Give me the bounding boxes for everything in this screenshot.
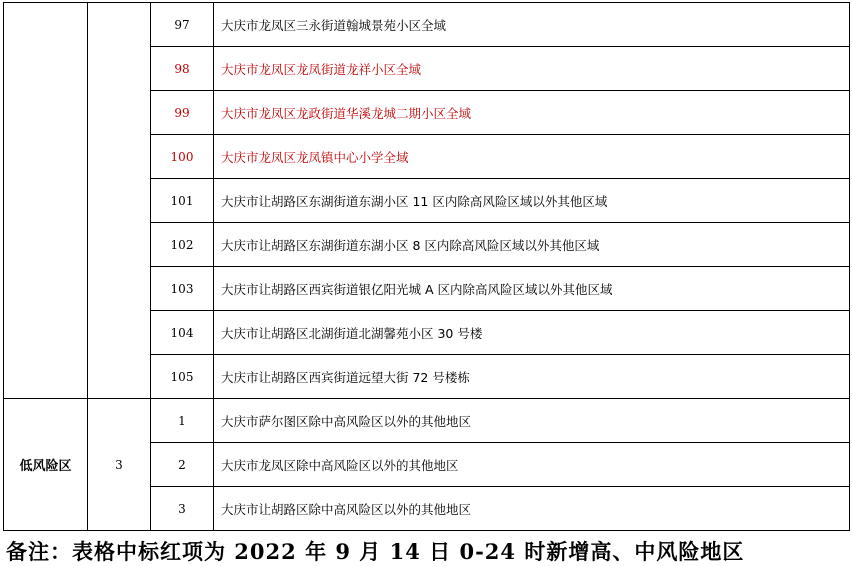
row-number: 1 [151, 399, 214, 443]
medium-count-cell [88, 3, 151, 399]
area-name: 大庆市让胡路区东湖街道东湖小区 11 区内除高风险区域以外其他区域 [214, 179, 850, 223]
area-name: 大庆市让胡路区北湖街道北湖馨苑小区 30 号楼 [214, 311, 850, 355]
row-number: 100 [151, 135, 214, 179]
row-number: 104 [151, 311, 214, 355]
area-name: 大庆市龙凤区龙凤街道龙祥小区全域 [214, 47, 850, 91]
medium-level-cell [4, 3, 88, 399]
footnote: 备注：表格中标红项为 2022 年 9 月 14 日 0-24 时新增高、中风险地区 [6, 539, 745, 564]
area-name: 大庆市让胡路区西宾街道远望大街 72 号楼栋 [214, 355, 850, 399]
area-name: 大庆市让胡路区东湖街道东湖小区 8 区内除高风险区域以外其他区域 [214, 223, 850, 267]
low-risk-level-label: 低风险区 [4, 399, 88, 531]
area-name: 大庆市让胡路区西宾街道银亿阳光城 A 区内除高风险区域以外其他区域 [214, 267, 850, 311]
area-name: 大庆市让胡路区除中高风险区以外的其他地区 [214, 487, 850, 531]
row-number: 3 [151, 487, 214, 531]
area-name: 大庆市龙凤区龙凤镇中心小学全域 [214, 135, 850, 179]
table-row [4, 3, 850, 47]
area-name: 大庆市龙凤区除中高风险区以外的其他地区 [214, 443, 850, 487]
area-name: 大庆市龙凤区龙政街道华溪龙城二期小区全域 [214, 91, 850, 135]
area-name: 大庆市龙凤区三永街道翰城景苑小区全域 [214, 3, 850, 47]
low-risk-count: 3 [88, 399, 151, 531]
row-number: 97 [151, 3, 214, 47]
table-row [4, 399, 850, 443]
risk-area-table [3, 2, 850, 531]
area-name: 大庆市萨尔图区除中高风险区以外的其他地区 [214, 399, 850, 443]
row-number: 102 [151, 223, 214, 267]
row-number: 105 [151, 355, 214, 399]
row-number: 2 [151, 443, 214, 487]
row-number: 101 [151, 179, 214, 223]
row-number: 99 [151, 91, 214, 135]
row-number: 98 [151, 47, 214, 91]
row-number: 103 [151, 267, 214, 311]
